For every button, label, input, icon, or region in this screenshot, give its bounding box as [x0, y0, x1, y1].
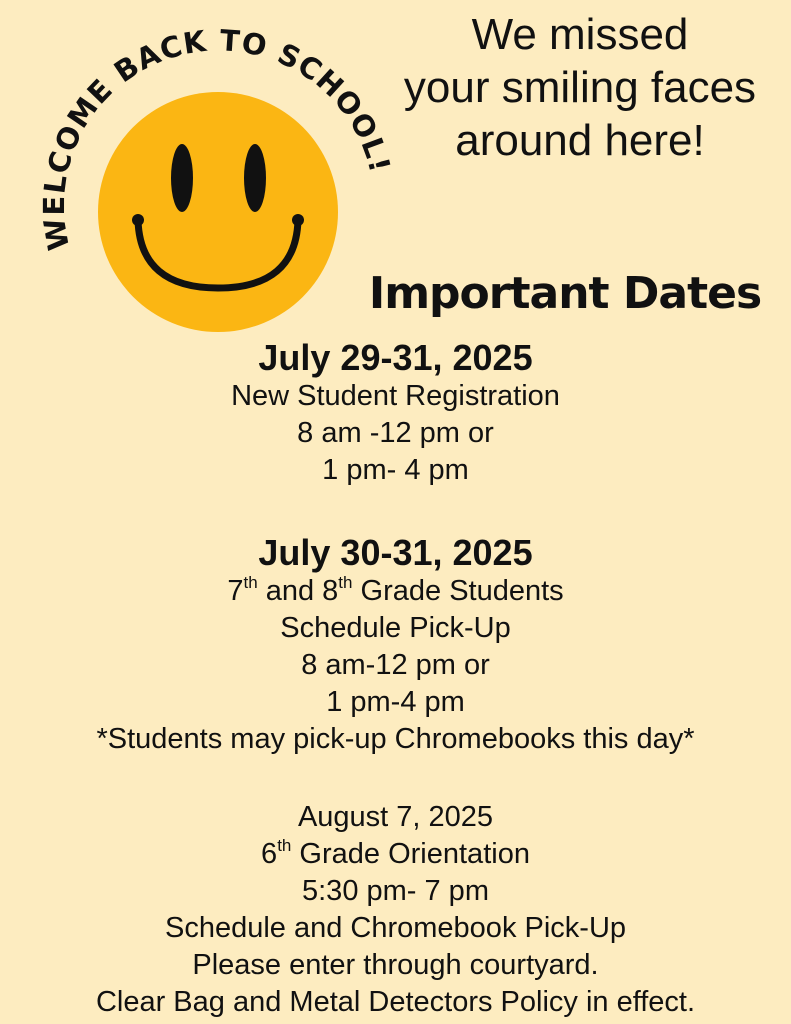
event-line: 1 pm- 4 pm: [322, 454, 469, 486]
welcome-badge: [30, 20, 410, 340]
event-date: July 30-31, 2025: [258, 532, 533, 573]
event-line: 1 pm-4 pm: [326, 686, 465, 718]
event-line: 8 am-12 pm or: [301, 649, 490, 681]
tagline-line: We missed: [471, 10, 689, 59]
tagline-line: around here!: [455, 116, 705, 165]
event-line: New Student Registration: [231, 380, 560, 412]
event-grades-line: 7th and 8th Grade Students: [227, 573, 564, 607]
event-note: *Students may pick-up Chromebooks this day*: [96, 723, 695, 755]
event-line: 8 am -12 pm or: [297, 417, 494, 449]
event-line: Clear Bag and Metal Detectors Policy in effect.: [95, 986, 696, 1018]
event-orientation: [0, 799, 791, 1021]
event-date: July 29-31, 2025: [258, 337, 533, 378]
event-line: 5:30 pm- 7 pm: [302, 875, 489, 907]
event-schedule-pickup: [0, 533, 791, 758]
smiley-face: [98, 92, 338, 332]
smiley-left-eye: [171, 144, 193, 212]
event-grade-line: 6th Grade Orientation: [261, 836, 530, 870]
event-date: August 7, 2025: [297, 801, 494, 833]
welcome-arc-textpath: WELCOME BACK TO SCHOOL!: [36, 23, 398, 253]
tagline-line: your smiling faces: [403, 63, 757, 112]
important-dates-heading: Important Dates: [368, 268, 762, 319]
event-line: Schedule Pick-Up: [280, 612, 511, 644]
smiley-face-icon: [30, 20, 410, 340]
event-line: Please enter through courtyard.: [192, 949, 599, 981]
tagline: [370, 8, 790, 167]
smiley-right-eye: [244, 144, 266, 212]
event-line: Schedule and Chromebook Pick-Up: [164, 912, 627, 944]
event-registration: [0, 338, 791, 489]
